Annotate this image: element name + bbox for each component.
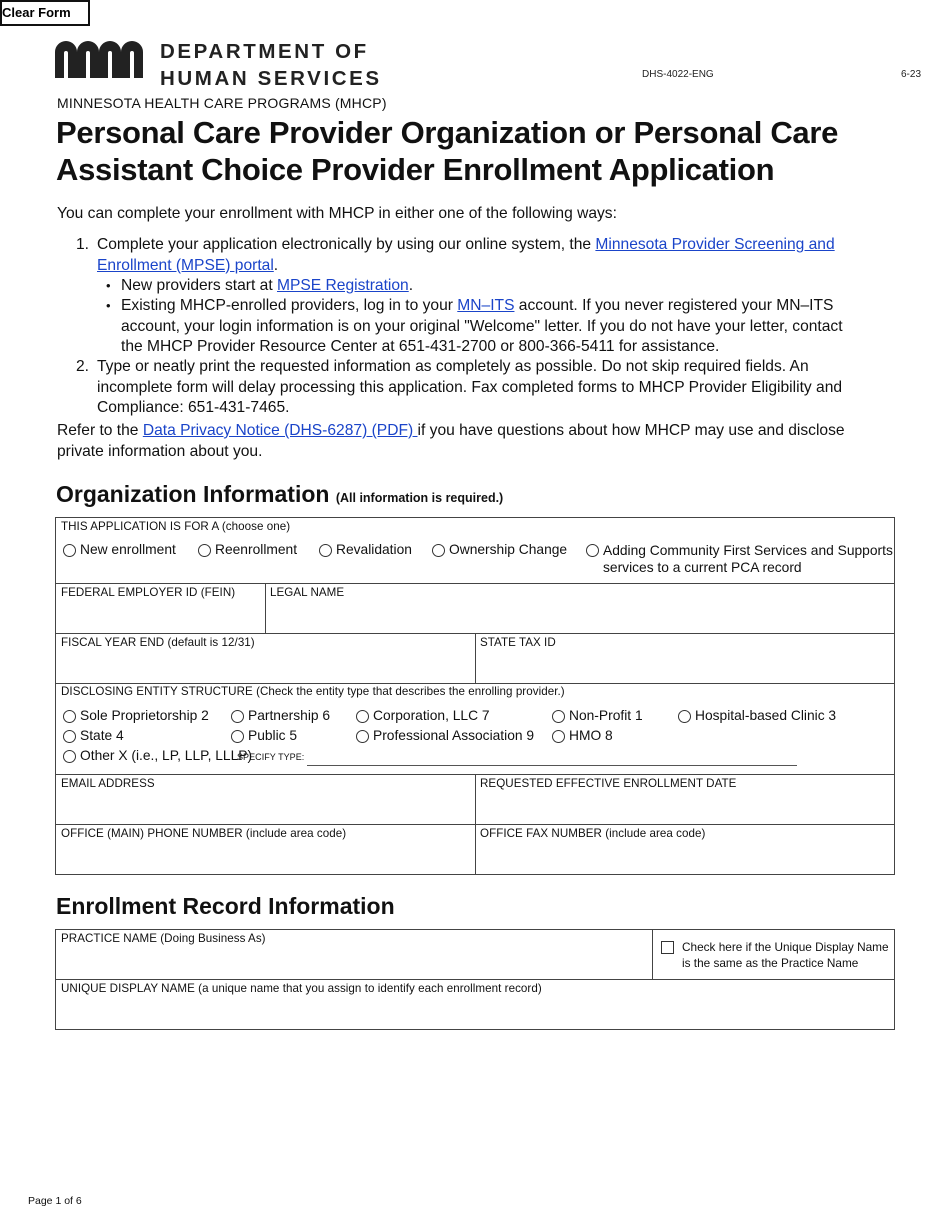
- intro-text: You can complete your enrollment with MHCP in either one of the following ways:: [57, 205, 617, 222]
- radio-icon[interactable]: [231, 730, 244, 743]
- option-label: Professional Association 9: [373, 728, 535, 743]
- step1-number: 1.: [76, 236, 90, 253]
- option-label: New enrollment: [80, 542, 176, 557]
- phone-label: OFFICE (MAIN) PHONE NUMBER (include area code): [61, 827, 347, 840]
- entity-hmo[interactable]: [552, 728, 613, 743]
- unique-name-label: UNIQUE DISPLAY NAME (a unique name that you assign to identify each enrollment record): [61, 982, 542, 995]
- fein-label: FEDERAL EMPLOYER ID (FEIN): [61, 586, 236, 599]
- clear-form-button[interactable]: Clear Form: [0, 0, 90, 26]
- same-as-practice-checkbox[interactable]: [661, 939, 889, 971]
- legal-name-label: LEGAL NAME: [270, 586, 345, 599]
- email-input[interactable]: [56, 791, 474, 823]
- option-label: Reenrollment: [215, 542, 298, 557]
- entity-structure-label: DISCLOSING ENTITY STRUCTURE (Check the entity type that describes the enrolling provider.): [61, 685, 565, 698]
- radio-icon[interactable]: [432, 544, 445, 557]
- cfss-line1: Adding Community First Services and Supports: [603, 543, 893, 558]
- entity-sole-proprietorship[interactable]: [63, 708, 209, 723]
- entity-state[interactable]: [63, 728, 124, 743]
- specify-type-input[interactable]: [307, 751, 797, 766]
- privacy-line2: private information about you.: [57, 442, 263, 460]
- checkbox-label: [682, 939, 889, 971]
- option-label: State 4: [80, 728, 124, 743]
- bullet-existing-providers: [121, 296, 901, 358]
- fax-input[interactable]: [477, 841, 893, 873]
- divider: [475, 824, 476, 875]
- option-ownership-change[interactable]: [432, 542, 567, 557]
- privacy-post: if you have questions about how MHCP may use and disclose: [417, 422, 845, 439]
- option-label: Public 5: [248, 728, 298, 743]
- effective-date-input[interactable]: [477, 791, 893, 823]
- logo-line2: HUMAN SERVICES: [160, 67, 382, 90]
- radio-icon[interactable]: [678, 710, 691, 723]
- data-privacy-link[interactable]: Data Privacy Notice (DHS-6287) (PDF): [142, 422, 418, 439]
- divider: [475, 774, 476, 825]
- privacy-text: [57, 421, 897, 462]
- enrollment-section-heading: Enrollment Record Information: [56, 893, 395, 919]
- step2-line3: Compliance: 651-431-7465.: [97, 399, 290, 416]
- radio-icon[interactable]: [356, 710, 369, 723]
- option-label: [603, 542, 893, 576]
- cfss-line2: services to a current PCA record: [603, 560, 802, 575]
- option-label: HMO 8: [569, 728, 613, 743]
- effective-date-label: REQUESTED EFFECTIVE ENROLLMENT DATE: [480, 777, 737, 790]
- practice-name-label: PRACTICE NAME (Doing Business As): [61, 932, 266, 945]
- entity-hospital-clinic[interactable]: [678, 708, 836, 723]
- step2-text: [97, 357, 917, 419]
- title-line2: Assistant Choice Provider Enrollment Application: [56, 152, 775, 187]
- option-revalidation[interactable]: [319, 542, 412, 557]
- page-title: [56, 114, 936, 188]
- option-adding-cfss[interactable]: [586, 542, 893, 576]
- bullet-icon: •: [106, 278, 111, 293]
- fiscal-year-input[interactable]: [56, 650, 474, 682]
- option-label: Other X (i.e., LP, LLP, LLLP): [80, 748, 253, 763]
- specify-type-label: SPECIFY TYPE:: [237, 752, 305, 762]
- option-label: Ownership Change: [449, 542, 568, 557]
- radio-icon[interactable]: [63, 710, 76, 723]
- b2-pre: Existing MHCP-enrolled providers, log in to your: [121, 297, 458, 314]
- check-line2: is the same as the Practice Name: [682, 956, 859, 970]
- mpse-registration-link[interactable]: MPSE Registration: [277, 277, 409, 294]
- b1-post: .: [408, 277, 414, 294]
- program-name: MINNESOTA HEALTH CARE PROGRAMS (MHCP): [57, 95, 387, 111]
- radio-icon[interactable]: [356, 730, 369, 743]
- b2-line2: account, your login information is on your original "Welcome" letter. If you do not have your letter, contact: [121, 317, 843, 335]
- b2-line3: the MHCP Provider Resource Center at 651-431-2700 or 800-366-5411 for assistance.: [121, 338, 720, 355]
- entity-other[interactable]: [63, 748, 252, 763]
- radio-icon[interactable]: [586, 544, 599, 557]
- page-number: Page 1 of 6: [28, 1195, 82, 1207]
- option-new-enrollment[interactable]: [63, 542, 176, 557]
- step2-line2: incomplete form will delay processing this application. Fax completed forms to MHCP Provider Eligibility and: [97, 378, 843, 396]
- option-label: Corporation, LLC 7: [373, 708, 490, 723]
- option-reenrollment[interactable]: [198, 542, 297, 557]
- application-type-label: THIS APPLICATION IS FOR A (choose one): [61, 520, 291, 533]
- b2-post: account. If you never registered your MN–ITS: [514, 297, 834, 314]
- unique-name-input[interactable]: [56, 996, 894, 1028]
- entity-public[interactable]: [231, 728, 297, 743]
- entity-non-profit[interactable]: [552, 708, 643, 723]
- radio-icon[interactable]: [63, 750, 76, 763]
- org-heading-note: (All information is required.): [335, 491, 504, 505]
- state-tax-label: STATE TAX ID: [480, 636, 556, 649]
- form-id: DHS-4022-ENG: [642, 69, 714, 80]
- legal-name-input[interactable]: [267, 600, 893, 632]
- entity-professional-association[interactable]: [356, 728, 534, 743]
- mn-its-link[interactable]: MN–ITS: [457, 297, 515, 314]
- entity-corporation[interactable]: [356, 708, 490, 723]
- step1-post: .: [273, 256, 279, 274]
- org-heading-text: Organization Information: [56, 481, 330, 507]
- radio-icon[interactable]: [552, 730, 565, 743]
- fax-label: OFFICE FAX NUMBER (include area code): [480, 827, 706, 840]
- step1-pre: Complete your application electronically by using our online system, the: [97, 236, 596, 253]
- fiscal-year-label: FISCAL YEAR END (default is 12/31): [61, 636, 255, 649]
- radio-icon[interactable]: [231, 710, 244, 723]
- logo-line1: DEPARTMENT OF: [160, 40, 369, 63]
- option-label: Sole Proprietorship 2: [80, 708, 209, 723]
- step2-number: 2.: [76, 358, 90, 375]
- practice-name-input[interactable]: [56, 946, 651, 978]
- radio-icon[interactable]: [552, 710, 565, 723]
- phone-input[interactable]: [56, 841, 474, 873]
- b1-pre: New providers start at: [121, 277, 277, 294]
- step1-text: [97, 235, 897, 276]
- step2-line1: Type or neatly print the requested information as completely as possible. Do not skip required fields. An: [97, 358, 809, 375]
- privacy-pre: Refer to the: [57, 422, 143, 439]
- option-label: Hospital-based Clinic 3: [695, 708, 837, 723]
- option-label: Non-Profit 1: [569, 708, 643, 723]
- state-tax-input[interactable]: [477, 650, 893, 682]
- radio-icon[interactable]: [63, 544, 76, 557]
- checkbox-icon[interactable]: [661, 941, 674, 954]
- form-date: 6-23: [901, 69, 922, 80]
- divider: [652, 929, 653, 980]
- bullet-icon: •: [106, 298, 111, 313]
- radio-icon[interactable]: [198, 544, 211, 557]
- divider: [265, 583, 266, 634]
- org-section-heading: [56, 481, 503, 508]
- radio-icon[interactable]: [63, 730, 76, 743]
- mpse-portal-link[interactable]: Minnesota Provider Screening and: [595, 236, 835, 253]
- mpse-portal-link-cont[interactable]: Enrollment (MPSE) portal: [97, 256, 274, 274]
- bullet-new-providers: [121, 276, 413, 297]
- check-line1: Check here if the Unique Display Name: [682, 940, 889, 954]
- fein-input[interactable]: [56, 600, 264, 632]
- dhs-logo-icon: [55, 40, 145, 80]
- option-label: Revalidation: [336, 542, 412, 557]
- logo-text: [160, 38, 382, 92]
- email-label: EMAIL ADDRESS: [61, 777, 155, 790]
- entity-partnership[interactable]: [231, 708, 330, 723]
- radio-icon[interactable]: [319, 544, 332, 557]
- option-label: Partnership 6: [248, 708, 331, 723]
- title-line1: Personal Care Provider Organization or Personal Care: [56, 115, 839, 150]
- divider: [475, 633, 476, 684]
